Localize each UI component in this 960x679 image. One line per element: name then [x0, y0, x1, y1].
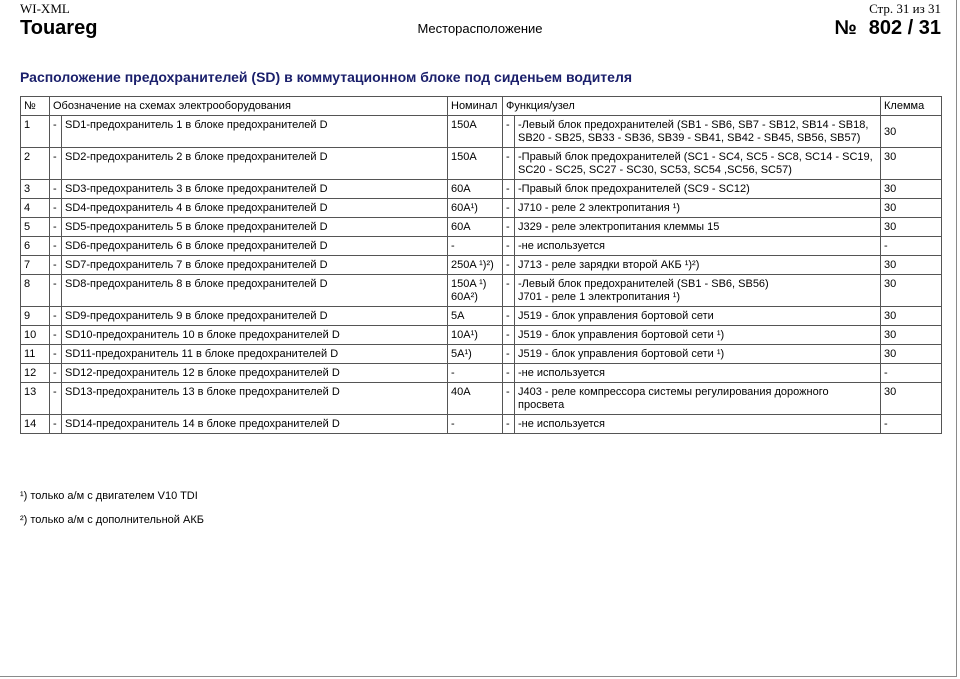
cell-function: -не используется — [515, 415, 881, 434]
document-number — [834, 17, 941, 40]
cell-nominal: 250A ¹)²) — [448, 256, 503, 275]
cell-terminal: 30 — [881, 326, 942, 345]
nominal-line-2: 60A²) — [451, 291, 478, 303]
cell-function: J713 - реле зарядки второй АКБ ¹)²) — [515, 256, 881, 275]
cell-dash: - — [503, 275, 515, 307]
cell-num: 11 — [21, 345, 50, 364]
cell-num: 14 — [21, 415, 50, 434]
cell-dash: - — [503, 148, 515, 180]
cell-nominal: - — [448, 364, 503, 383]
table-row — [21, 148, 942, 180]
document-number-value: 802 / 31 — [868, 17, 941, 39]
cell-num: 4 — [21, 199, 50, 218]
cell-dash: - — [50, 199, 62, 218]
table-row — [21, 256, 942, 275]
cell-function: J403 - реле компрессора системы регулирования дорожного просвета — [515, 383, 881, 415]
source-label: WI-XML — [20, 1, 70, 16]
cell-nominal: 60A¹) — [448, 199, 503, 218]
cell-num: 7 — [21, 256, 50, 275]
cell-dash: - — [50, 180, 62, 199]
cell-dash: - — [50, 237, 62, 256]
cell-dash: - — [50, 415, 62, 434]
cell-function: -Левый блок предохранителей (SB1 - SB6, SB7 - SB12, SB14 - SB18, SB20 - SB25, SB33 - SB36, SB39 - SB41, SB42 - SB45, SB56, SB57) — [515, 116, 881, 148]
cell-dash: - — [503, 345, 515, 364]
cell-nominal: 40A — [448, 383, 503, 415]
cell-function: J329 - реле электропитания клеммы 15 — [515, 218, 881, 237]
cell-num: 13 — [21, 383, 50, 415]
cell-num: 5 — [21, 218, 50, 237]
cell-dash: - — [503, 237, 515, 256]
cell-dash: - — [50, 275, 62, 307]
cell-dash: - — [50, 256, 62, 275]
cell-designation: SD5-предохранитель 5 в блоке предохранителей D — [62, 218, 448, 237]
cell-function: -Правый блок предохранителей (SC9 - SC12) — [515, 180, 881, 199]
cell-terminal: 30 — [881, 307, 942, 326]
table-row — [21, 116, 942, 148]
cell-dash: - — [50, 218, 62, 237]
cell-dash: - — [50, 326, 62, 345]
nominal-line-1: 150A ¹) — [451, 278, 487, 290]
cell-designation: SD6-предохранитель 6 в блоке предохранителей D — [62, 237, 448, 256]
cell-terminal: - — [881, 237, 942, 256]
cell-dash: - — [503, 180, 515, 199]
page-indicator: Стр. 31 из 31 — [869, 1, 941, 16]
cell-dash: - — [503, 199, 515, 218]
cell-nominal: - — [448, 415, 503, 434]
header-function: Функция/узел — [503, 97, 881, 116]
cell-designation: SD14-предохранитель 14 в блоке предохранителей D — [62, 415, 448, 434]
cell-function: -не используется — [515, 237, 881, 256]
cell-designation: SD3-предохранитель 3 в блоке предохранителей D — [62, 180, 448, 199]
table-row — [21, 199, 942, 218]
table-row — [21, 326, 942, 345]
cell-nominal: 60A — [448, 218, 503, 237]
cell-designation: SD8-предохранитель 8 в блоке предохранителей D — [62, 275, 448, 307]
cell-dash: - — [50, 364, 62, 383]
cell-num: 10 — [21, 326, 50, 345]
cell-designation: SD9-предохранитель 9 в блоке предохранителей D — [62, 307, 448, 326]
cell-dash: - — [503, 218, 515, 237]
cell-num: 1 — [21, 116, 50, 148]
cell-dash: - — [50, 345, 62, 364]
cell-designation: SD10-предохранитель 10 в блоке предохранителей D — [62, 326, 448, 345]
cell-nominal: 5A — [448, 307, 503, 326]
cell-terminal: 30 — [881, 256, 942, 275]
cell-terminal: 30 — [881, 345, 942, 364]
cell-function: -не используется — [515, 364, 881, 383]
cell-terminal: 30 — [881, 383, 942, 415]
cell-terminal: - — [881, 364, 942, 383]
cell-function: J710 - реле 2 электропитания ¹) — [515, 199, 881, 218]
cell-terminal: 30 — [881, 218, 942, 237]
cell-designation: SD13-предохранитель 13 в блоке предохранителей D — [62, 383, 448, 415]
cell-nominal — [448, 275, 503, 307]
cell-nominal: 150A — [448, 148, 503, 180]
cell-num: 6 — [21, 237, 50, 256]
cell-dash: - — [503, 307, 515, 326]
cell-dash: - — [503, 116, 515, 148]
cell-designation: SD12-предохранитель 12 в блоке предохранителей D — [62, 364, 448, 383]
cell-function: J519 - блок управления бортовой сети ¹) — [515, 326, 881, 345]
cell-terminal: 30 — [881, 116, 942, 148]
cell-dash: - — [50, 383, 62, 415]
header-num: № — [21, 97, 50, 116]
cell-num: 2 — [21, 148, 50, 180]
cell-num: 8 — [21, 275, 50, 307]
function-line-2: J701 - реле 1 электропитания ¹) — [518, 291, 681, 303]
cell-function — [515, 275, 881, 307]
table-row — [21, 275, 942, 307]
fuse-table — [20, 96, 942, 434]
page-title: Расположение предохранителей (SD) в коммутационном блоке под сиденьем водителя — [20, 69, 633, 85]
cell-terminal: - — [881, 415, 942, 434]
table-row — [21, 364, 942, 383]
table-row — [21, 345, 942, 364]
table-row — [21, 307, 942, 326]
cell-nominal: 150A — [448, 116, 503, 148]
cell-dash: - — [50, 148, 62, 180]
cell-nominal: 10A¹) — [448, 326, 503, 345]
cell-nominal: - — [448, 237, 503, 256]
table-row — [21, 180, 942, 199]
header-designation: Обозначение на схемах электрооборудования — [50, 97, 448, 116]
cell-nominal: 60A — [448, 180, 503, 199]
footnote-1: ¹) только а/м с двигателем V10 TDI — [20, 490, 198, 502]
table-row — [21, 237, 942, 256]
cell-function: -Правый блок предохранителей (SC1 - SC4, SC5 - SC8, SC14 - SC19, SC20 - SC25, SC27 - SC30, SC53, SC54 ,SC56, SC57) — [515, 148, 881, 180]
cell-designation: SD2-предохранитель 2 в блоке предохранителей D — [62, 148, 448, 180]
table-row — [21, 218, 942, 237]
cell-dash: - — [503, 326, 515, 345]
cell-dash: - — [503, 383, 515, 415]
cell-dash: - — [50, 307, 62, 326]
cell-designation: SD4-предохранитель 4 в блоке предохранителей D — [62, 199, 448, 218]
section-title: Месторасположение — [417, 21, 543, 36]
cell-designation: SD1-предохранитель 1 в блоке предохранителей D — [62, 116, 448, 148]
footnote-2: ²) только а/м с дополнительной АКБ — [20, 514, 204, 526]
cell-dash: - — [503, 364, 515, 383]
cell-terminal: 30 — [881, 199, 942, 218]
function-line-1: -Левый блок предохранителей (SB1 - SB6, SB56) — [518, 278, 769, 290]
cell-dash: - — [50, 116, 62, 148]
table-header-row — [21, 97, 942, 116]
cell-num: 3 — [21, 180, 50, 199]
cell-function: J519 - блок управления бортовой сети ¹) — [515, 345, 881, 364]
cell-terminal: 30 — [881, 180, 942, 199]
cell-num: 9 — [21, 307, 50, 326]
cell-num: 12 — [21, 364, 50, 383]
cell-dash: - — [503, 256, 515, 275]
header-nominal: Номинал — [448, 97, 503, 116]
cell-dash: - — [503, 415, 515, 434]
number-symbol: № — [834, 17, 857, 39]
model-name: Touareg — [20, 17, 98, 39]
table-row — [21, 383, 942, 415]
cell-nominal: 5A¹) — [448, 345, 503, 364]
table-row — [21, 415, 942, 434]
cell-designation: SD11-предохранитель 11 в блоке предохранителей D — [62, 345, 448, 364]
cell-terminal: 30 — [881, 275, 942, 307]
cell-function: J519 - блок управления бортовой сети — [515, 307, 881, 326]
header-terminal: Клемма — [881, 97, 942, 116]
cell-terminal: 30 — [881, 148, 942, 180]
cell-designation: SD7-предохранитель 7 в блоке предохранителей D — [62, 256, 448, 275]
